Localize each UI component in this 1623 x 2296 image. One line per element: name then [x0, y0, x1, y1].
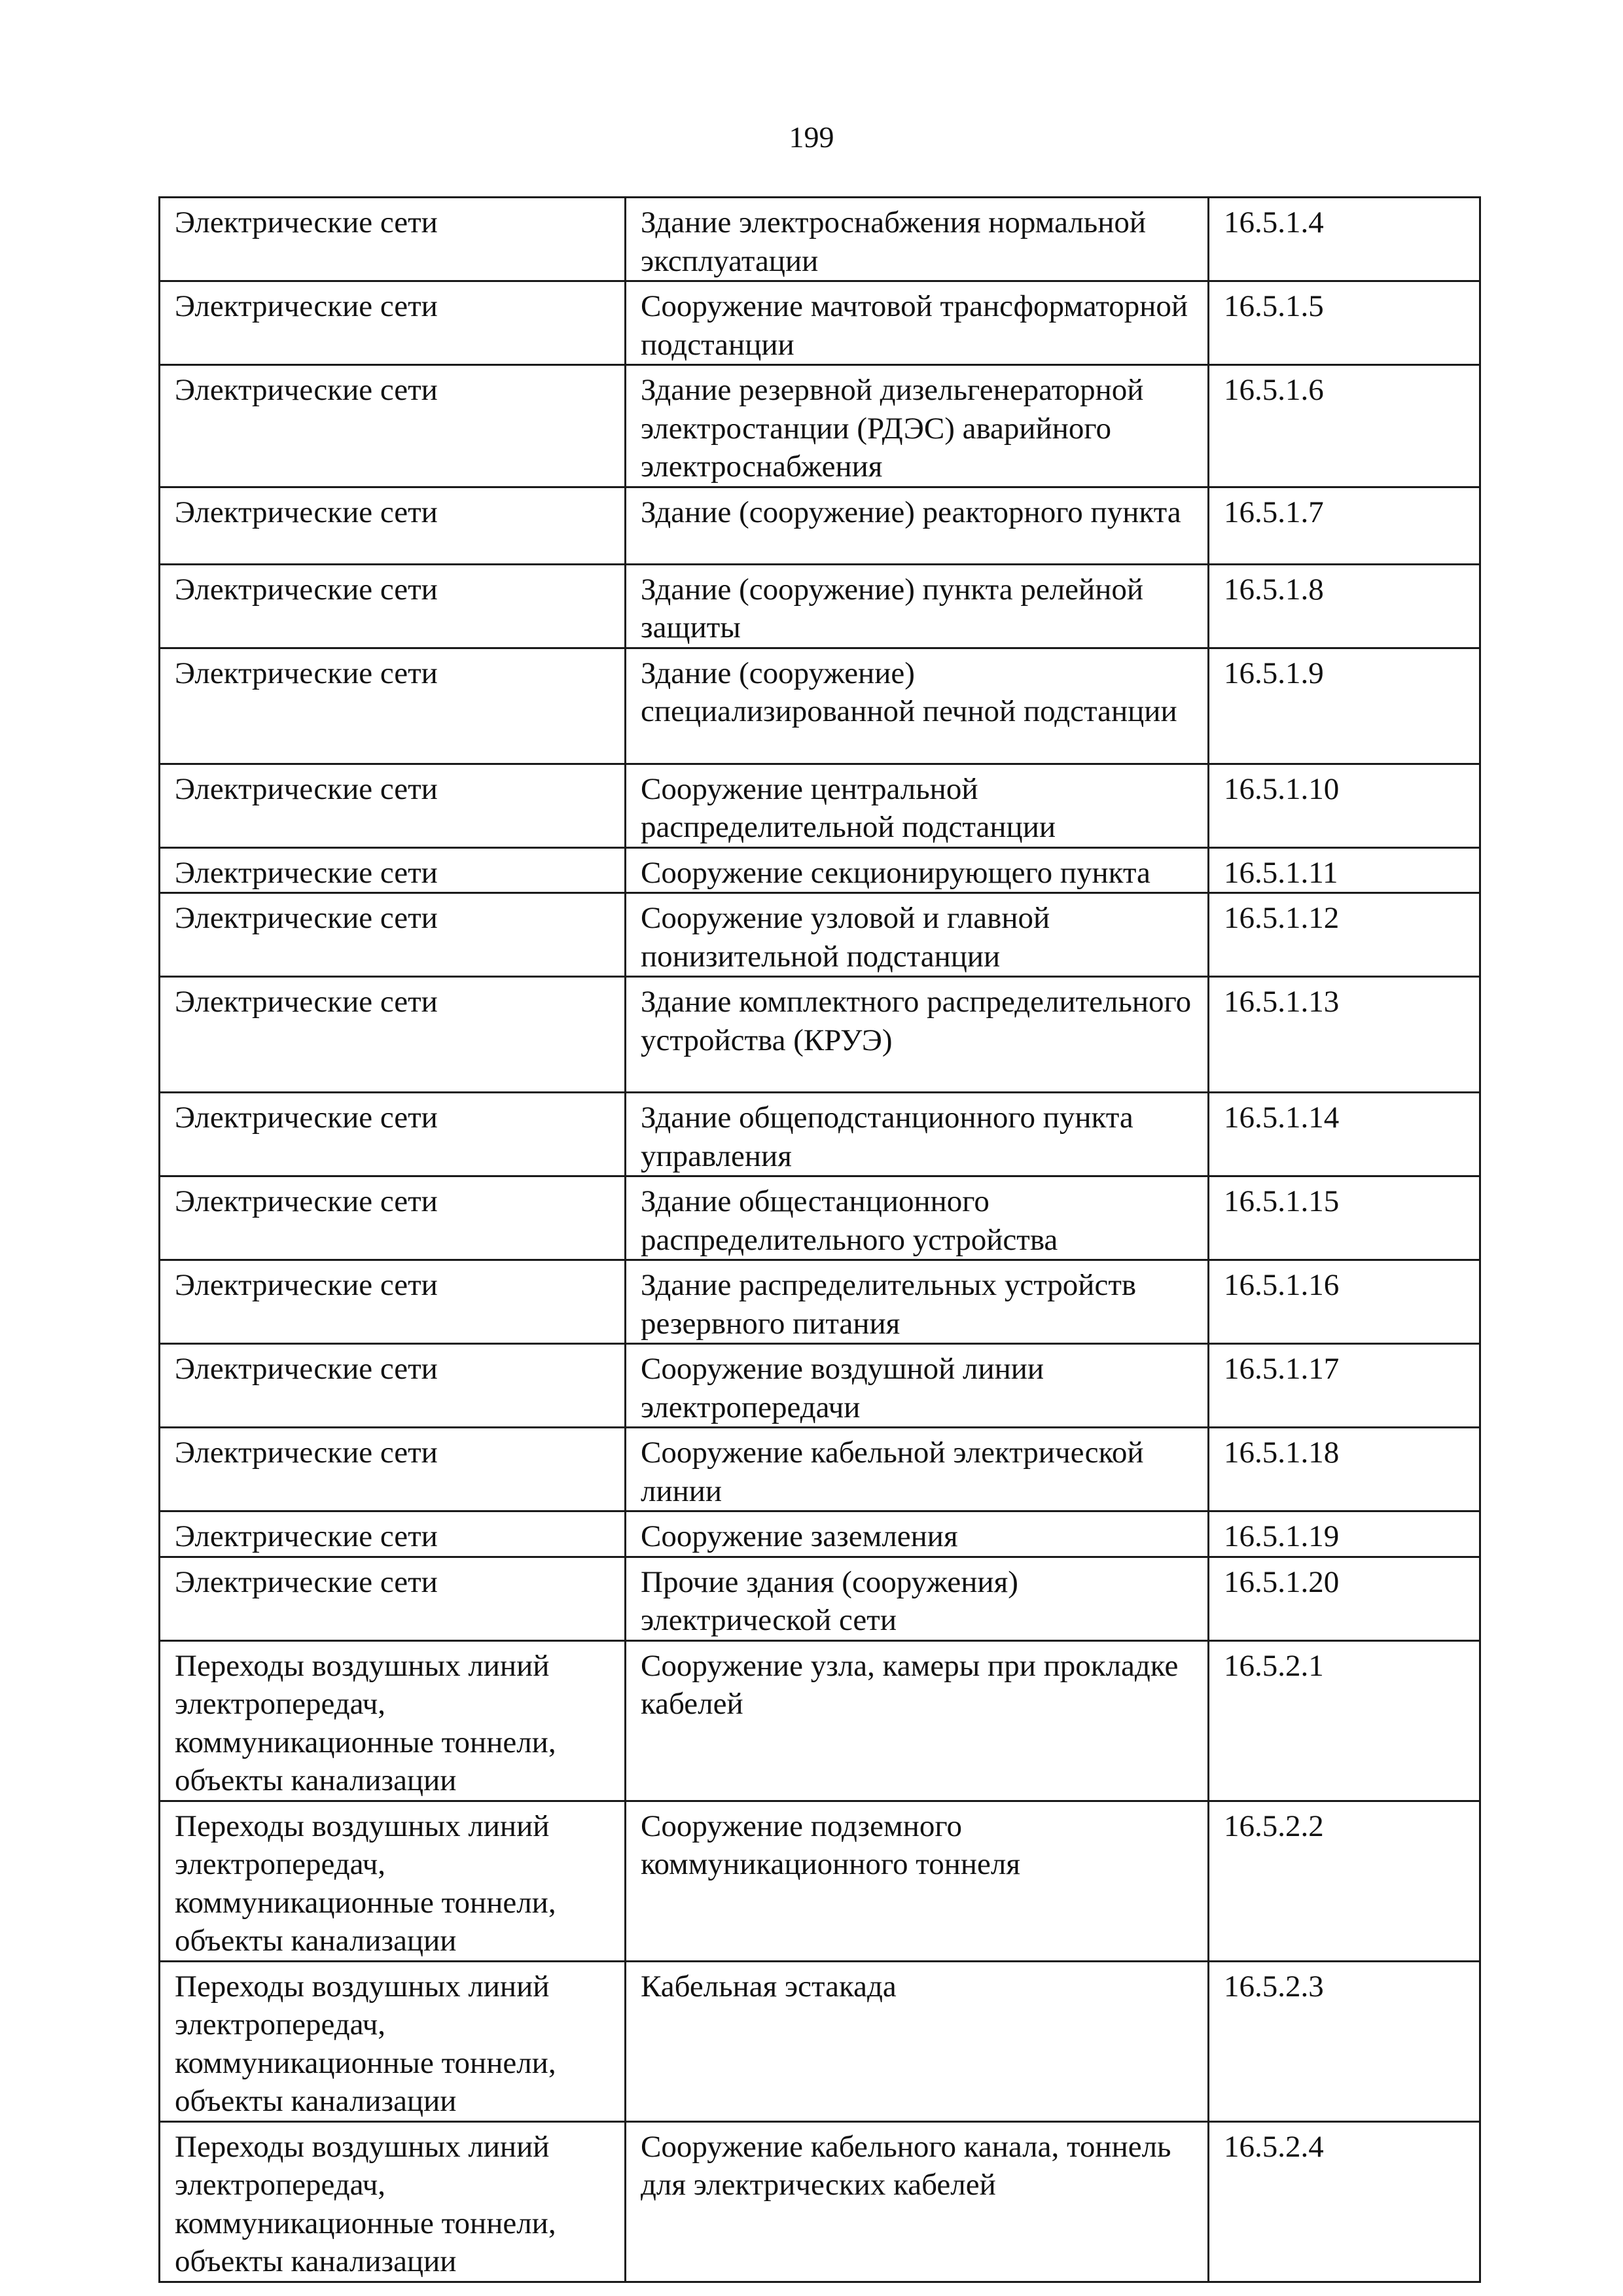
code-cell: 16.5.1.4 [1209, 198, 1480, 281]
object-cell: Здание (сооружение) пункта релейной защиты [626, 564, 1209, 648]
table-row [160, 365, 1480, 487]
table-row [160, 1093, 1480, 1176]
category-cell: Электрические сети [160, 1428, 626, 1511]
code-cell: 16.5.1.10 [1209, 764, 1480, 847]
category-cell: Электрические сети [160, 764, 626, 847]
category-cell: Электрические сети [160, 847, 626, 893]
object-cell: Здание резервной дизельгенераторной электростанции (РДЭС) аварийного электроснабжения [626, 365, 1209, 487]
table-row [160, 648, 1480, 764]
table-row [160, 1557, 1480, 1640]
category-cell: Электрические сети [160, 365, 626, 487]
category-cell: Переходы воздушных линий электропередач, коммуникационные тоннели, объекты канализации [160, 1640, 626, 1801]
table-row [160, 1511, 1480, 1557]
category-cell: Электрические сети [160, 1557, 626, 1640]
object-cell: Сооружение узловой и главной понизительной подстанции [626, 893, 1209, 977]
table-row [160, 1260, 1480, 1344]
category-cell: Электрические сети [160, 1344, 626, 1428]
table-row [160, 847, 1480, 893]
category-cell: Электрические сети [160, 648, 626, 764]
category-cell: Электрические сети [160, 977, 626, 1093]
code-cell: 16.5.2.2 [1209, 1801, 1480, 1961]
code-cell: 16.5.1.18 [1209, 1428, 1480, 1511]
category-cell: Электрические сети [160, 198, 626, 281]
category-cell: Электрические сети [160, 1093, 626, 1176]
code-cell: 16.5.1.6 [1209, 365, 1480, 487]
table-row [160, 893, 1480, 977]
category-cell: Электрические сети [160, 1511, 626, 1557]
object-cell: Сооружение центральной распределительной подстанции [626, 764, 1209, 847]
code-cell: 16.5.1.20 [1209, 1557, 1480, 1640]
object-cell: Здание общестанционного распределительного устройства [626, 1176, 1209, 1260]
object-cell: Здание (сооружение) специализированной печной подстанции [626, 648, 1209, 764]
object-cell: Сооружение заземления [626, 1511, 1209, 1557]
object-cell: Сооружение секционирующего пункта [626, 847, 1209, 893]
category-cell: Переходы воздушных линий электропередач, коммуникационные тоннели, объекты канализации [160, 2121, 626, 2282]
table-row [160, 487, 1480, 564]
category-cell: Электрические сети [160, 1260, 626, 1344]
code-cell: 16.5.1.11 [1209, 847, 1480, 893]
code-cell: 16.5.2.1 [1209, 1640, 1480, 1801]
table-row [160, 1428, 1480, 1511]
code-cell: 16.5.1.16 [1209, 1260, 1480, 1344]
table-row [160, 2121, 1480, 2282]
table-row [160, 564, 1480, 648]
object-cell: Сооружение мачтовой трансформаторной подстанции [626, 281, 1209, 365]
code-cell: 16.5.1.9 [1209, 648, 1480, 764]
code-cell: 16.5.1.5 [1209, 281, 1480, 365]
code-cell: 16.5.1.15 [1209, 1176, 1480, 1260]
table-row [160, 1961, 1480, 2121]
code-cell: 16.5.1.12 [1209, 893, 1480, 977]
table-row [160, 1640, 1480, 1801]
code-cell: 16.5.2.4 [1209, 2121, 1480, 2282]
category-cell: Переходы воздушных линий электропередач, коммуникационные тоннели, объекты канализации [160, 1801, 626, 1961]
category-cell: Электрические сети [160, 281, 626, 365]
table-row [160, 977, 1480, 1093]
category-cell: Электрические сети [160, 893, 626, 977]
code-cell: 16.5.1.13 [1209, 977, 1480, 1093]
object-cell: Здание распределительных устройств резервного питания [626, 1260, 1209, 1344]
page-number: 199 [789, 120, 834, 154]
object-cell: Кабельная эстакада [626, 1961, 1209, 2121]
table-row [160, 1801, 1480, 1961]
category-cell: Электрические сети [160, 487, 626, 564]
object-cell: Сооружение кабельной электрической линии [626, 1428, 1209, 1511]
object-cell: Сооружение подземного коммуникационного тоннеля [626, 1801, 1209, 1961]
category-cell: Электрические сети [160, 1176, 626, 1260]
code-cell: 16.5.1.7 [1209, 487, 1480, 564]
category-cell: Переходы воздушных линий электропередач, коммуникационные тоннели, объекты канализации [160, 1961, 626, 2121]
code-cell: 16.5.1.17 [1209, 1344, 1480, 1428]
category-cell: Электрические сети [160, 564, 626, 648]
object-cell: Здание общеподстанционного пункта управления [626, 1093, 1209, 1176]
code-cell: 16.5.2.3 [1209, 1961, 1480, 2121]
object-cell: Здание (сооружение) реакторного пункта [626, 487, 1209, 564]
table-row [160, 1344, 1480, 1428]
object-cell: Здание комплектного распределительного устройства (КРУЭ) [626, 977, 1209, 1093]
table-row [160, 764, 1480, 847]
object-cell: Здание электроснабжения нормальной эксплуатации [626, 198, 1209, 281]
table-row [160, 198, 1480, 281]
code-cell: 16.5.1.19 [1209, 1511, 1480, 1557]
table-row [160, 1176, 1480, 1260]
object-cell: Прочие здания (сооружения) электрической сети [626, 1557, 1209, 1640]
classification-table [158, 196, 1481, 2283]
object-cell: Сооружение кабельного канала, тоннель для электрических кабелей [626, 2121, 1209, 2282]
object-cell: Сооружение узла, камеры при прокладке кабелей [626, 1640, 1209, 1801]
code-cell: 16.5.1.14 [1209, 1093, 1480, 1176]
object-cell: Сооружение воздушной линии электропередачи [626, 1344, 1209, 1428]
table-row [160, 281, 1480, 365]
code-cell: 16.5.1.8 [1209, 564, 1480, 648]
